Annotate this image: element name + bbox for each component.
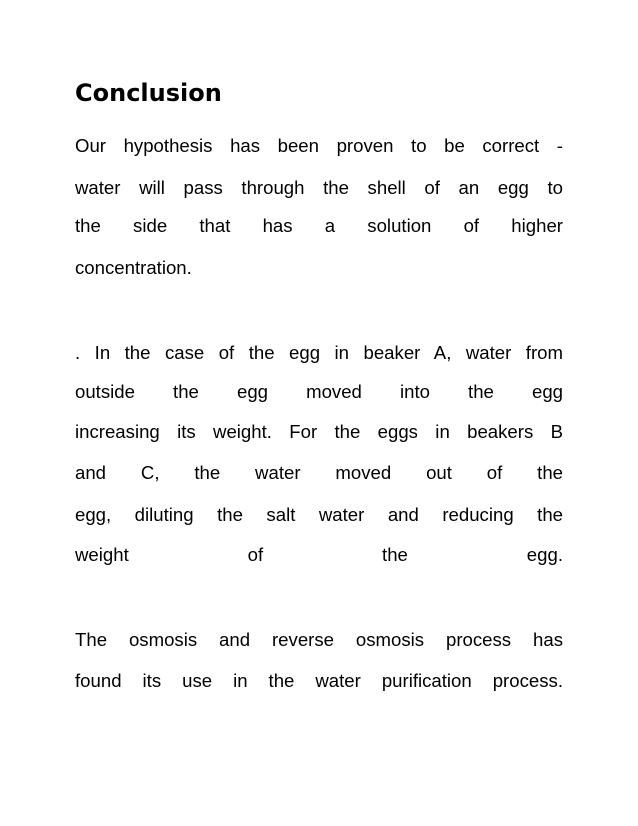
text-line: outside the egg moved into the egg — [75, 381, 563, 402]
text-line: increasing its weight. For the eggs in beakers B — [75, 421, 563, 442]
conclusion-heading: Conclusion — [75, 79, 222, 107]
text-line: and C, the water moved out of the — [75, 462, 563, 483]
text-line: The osmosis and reverse osmosis process has — [75, 629, 563, 650]
text-line: weight of the egg. — [75, 544, 563, 565]
text-line: found its use in the water purification process. — [75, 670, 563, 691]
text-line: water will pass through the shell of an egg to — [75, 177, 563, 198]
text-line: concentration. — [75, 257, 192, 278]
text-line: . In the case of the egg in beaker A, water from — [75, 342, 563, 363]
text-line: Our hypothesis has been proven to be correct - — [75, 135, 563, 156]
text-line: the side that has a solution of higher — [75, 215, 563, 236]
text-line: egg, diluting the salt water and reducing the — [75, 504, 563, 525]
